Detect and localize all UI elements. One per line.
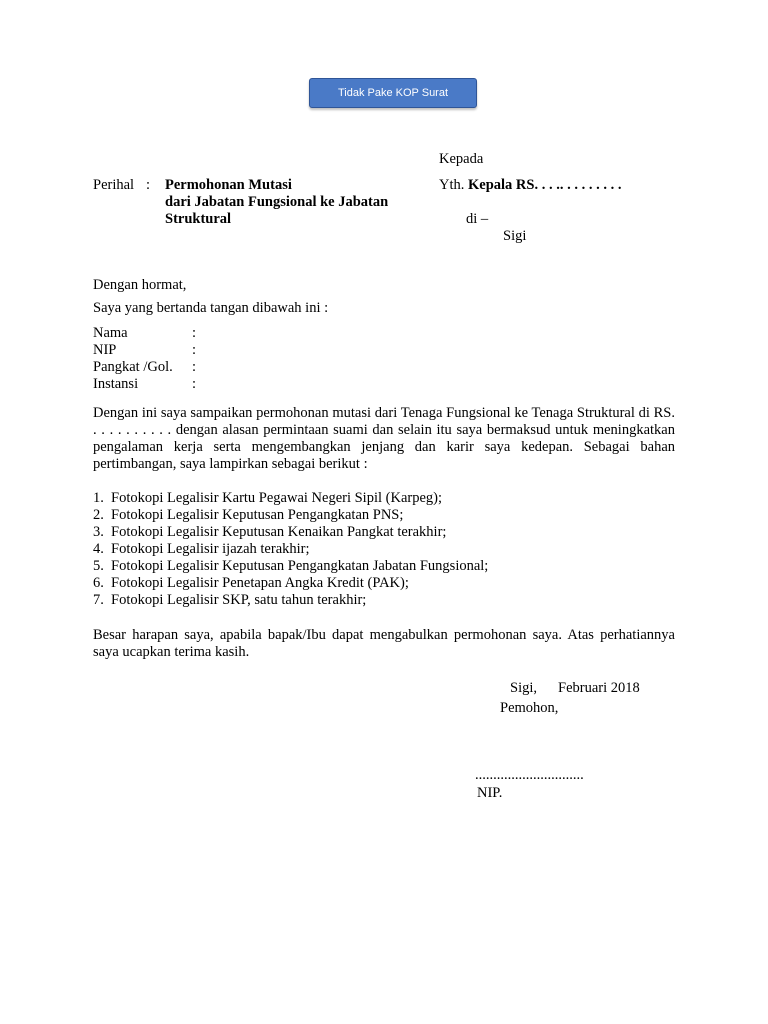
list-item: 6. Fotokopi Legalisir Penetapan Angka Kredit (PAK);: [93, 575, 409, 591]
perihal-subject: [165, 177, 388, 228]
closing-paragraph: Besar harapan saya, apabila bapak/Ibu dapat mengabulkan permohonan saya. Atas perhatiannya saya ucapkan terima kasih.: [93, 627, 675, 660]
yth-prefix: Yth.: [439, 177, 465, 193]
signature-place: Sigi,: [510, 680, 537, 696]
perihal-label: Perihal: [93, 177, 135, 193]
list-item: 1. Fotokopi Legalisir Kartu Pegawai Negeri Sipil (Karpeg);: [93, 490, 443, 506]
field-row-nip: NIP :: [93, 342, 197, 358]
recipient-line: [439, 177, 621, 194]
list-item: 7. Fotokopi Legalisir SKP, satu tahun terakhir;: [93, 592, 367, 608]
signature-date: Februari 2018: [558, 680, 640, 696]
field-row-nama: Nama :: [93, 325, 197, 341]
list-item: 4. Fotokopi Legalisir ijazah terakhir;: [93, 541, 310, 557]
field-row-pangkat: Pangkat /Gol. :: [93, 359, 197, 375]
perihal-line-1: Permohonan Mutasi: [165, 177, 292, 193]
intro-text: Saya yang bertanda tangan dibawah ini :: [93, 300, 329, 316]
recipient-name: Kepala RS. . . .. . . . . . . . .: [468, 177, 622, 193]
kop-badge: Tidak Pake KOP Surat: [309, 78, 477, 108]
perihal-line-2: dari Jabatan Fungsional ke Jabatan: [165, 194, 389, 210]
perihal-line-3: Struktural: [165, 211, 232, 227]
greeting: Dengan hormat,: [93, 277, 187, 293]
attachment-list: [93, 490, 675, 609]
list-item: 3. Fotokopi Legalisir Keputusan Kenaikan Pangkat terakhir;: [93, 524, 447, 540]
request-paragraph: Dengan ini saya sampaikan permohonan mutasi dari Tenaga Fungsional ke Tenaga Struktural di RS. . . . . . . . . . . dengan alasan permintaan suami dan selain itu saya bermaksud untuk meningkatkan pengalaman kerja serta mengembangkan jenjang dan karir saya kedepan. Sebagai bahan pertimbangan, saya lampirkan sebagai berikut :: [93, 405, 675, 472]
list-item: 2. Fotokopi Legalisir Keputusan Pengangkatan PNS;: [93, 507, 404, 523]
kepada-label: Kepada: [439, 151, 484, 167]
identity-fields: [93, 325, 293, 393]
list-item: 5. Fotokopi Legalisir Keputusan Pengangkatan Jabatan Fungsional;: [93, 558, 489, 574]
di-label: di –: [466, 211, 489, 227]
signature-nip: NIP.: [477, 785, 503, 801]
field-row-instansi: Instansi :: [93, 376, 197, 392]
signature-role: Pemohon,: [500, 700, 559, 716]
perihal-colon: :: [146, 177, 151, 193]
recipient-city: Sigi: [503, 228, 527, 244]
signature-dots: ..............................: [475, 767, 584, 783]
